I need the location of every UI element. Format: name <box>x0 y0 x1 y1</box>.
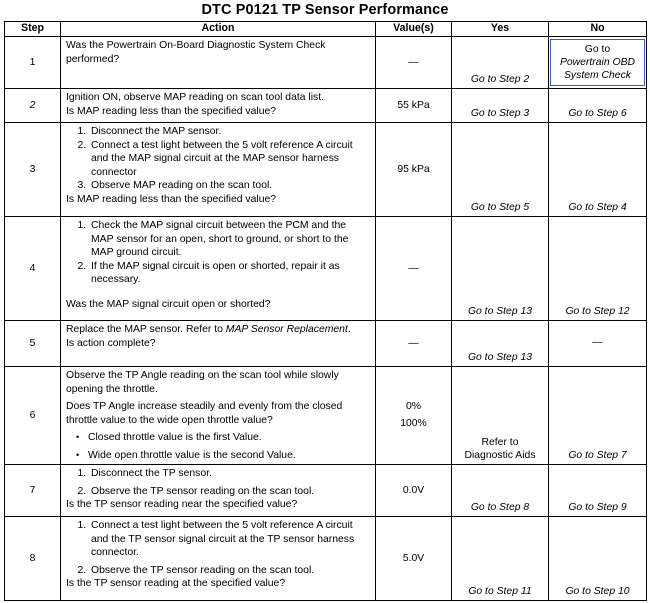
table-row <box>5 465 647 517</box>
table-row <box>5 321 647 367</box>
no-link[interactable]: Go to Step 10 <box>549 517 647 601</box>
header-yes: Yes <box>452 22 549 37</box>
step-value <box>376 123 452 217</box>
table-row <box>5 89 647 123</box>
header-values: Value(s) <box>376 22 452 37</box>
header-step: Step <box>5 22 61 37</box>
no-text-line2: Powertrain OBD <box>559 57 636 68</box>
yes-link[interactable]: Go to Step 8 <box>452 465 549 517</box>
value-text: — <box>408 262 419 274</box>
value-text: 0.0V <box>402 484 425 496</box>
action-question: Was the MAP signal circuit open or shorted? <box>66 298 271 310</box>
value-text: — <box>408 337 419 349</box>
no-link[interactable]: Go to Step 7 <box>549 367 647 465</box>
value-text: 100% <box>400 418 427 429</box>
diagnostic-table <box>4 21 647 601</box>
map-sensor-replacement-link[interactable]: MAP Sensor Replacement <box>225 324 348 335</box>
table-row <box>5 217 647 321</box>
no-link[interactable]: Go to Step 6 <box>549 89 647 123</box>
step-action <box>61 517 376 601</box>
step-action <box>61 465 376 517</box>
no-link[interactable]: Go to Step 9 <box>549 465 647 517</box>
step-action <box>61 367 376 465</box>
value-text: 95 kPa <box>397 163 430 175</box>
step-value <box>376 465 452 517</box>
action-text: Observe the TP Angle reading on the scan tool while slowly opening the throttle. <box>66 370 339 395</box>
header-no: No <box>549 22 647 37</box>
table-row <box>5 517 647 601</box>
list-item: 2. If the MAP signal circuit is open or shorted, repair it as necessary. <box>89 260 371 287</box>
list-item: 1. Disconnect the MAP sensor. <box>89 125 371 139</box>
action-question: Is action complete? <box>66 337 156 349</box>
yes-link[interactable]: Go to Step 3 <box>452 89 549 123</box>
action-steps <box>66 467 371 498</box>
value-text: — <box>408 56 419 68</box>
header-action: Action <box>61 22 376 37</box>
list-item: 2. Observe the TP sensor reading on the scan tool. <box>89 564 371 578</box>
value-text: 55 kPa <box>397 99 430 111</box>
action-steps <box>66 519 371 577</box>
step-number: 3 <box>5 123 61 217</box>
action-question: Is MAP reading less than the specified value? <box>66 105 277 117</box>
yes-link[interactable]: Go to Step 11 <box>452 517 549 601</box>
page-title: DTC P0121 TP Sensor Performance <box>201 2 449 18</box>
step-number: 2 <box>5 89 61 123</box>
step-number: 1 <box>5 37 61 89</box>
list-item: • Closed throttle value is the first Value. <box>82 431 371 445</box>
step-number: 4 <box>5 217 61 321</box>
action-text <box>66 323 371 337</box>
step-number: 8 <box>5 517 61 601</box>
step-value <box>376 517 452 601</box>
list-item: 3. Observe MAP reading on the scan tool. <box>89 179 371 193</box>
diagnostic-aids-link[interactable] <box>452 367 549 465</box>
no-link[interactable]: Go to Step 4 <box>549 123 647 217</box>
action-bullets <box>66 431 371 462</box>
step-value <box>376 217 452 321</box>
no-text-line1: Go to <box>584 44 611 55</box>
step-action <box>61 37 376 89</box>
value-text: 0% <box>405 401 422 413</box>
action-text: Ignition ON, observe MAP reading on scan tool data list. <box>66 92 324 103</box>
step-number: 6 <box>5 367 61 465</box>
list-item: 2. Observe the TP sensor reading on the scan tool. <box>89 485 371 499</box>
table-row <box>5 367 647 465</box>
yes-link[interactable]: Go to Step 13 <box>452 217 549 321</box>
step-action <box>61 89 376 123</box>
step-number: 7 <box>5 465 61 517</box>
yes-link[interactable]: Go to Step 5 <box>452 123 549 217</box>
no-text-line3: System Check <box>564 70 631 81</box>
action-question: Is MAP reading less than the specified value? <box>66 193 277 205</box>
step-value <box>376 367 452 465</box>
yes-text-line2: Diagnostic Aids <box>464 450 536 462</box>
yes-link[interactable]: Go to Step 2 <box>452 37 549 89</box>
yes-text-line1: Refer to <box>481 436 519 448</box>
step-value <box>376 89 452 123</box>
list-item: • Wide open throttle value is the second Value. <box>82 449 371 463</box>
action-question: Is the TP sensor reading at the specified value? <box>66 578 286 590</box>
no-cell <box>549 37 647 89</box>
powertrain-obd-link[interactable] <box>550 39 645 86</box>
table-row <box>5 123 647 217</box>
no-value: — <box>549 321 647 367</box>
step-action <box>61 321 376 367</box>
action-text-post: . <box>347 324 351 335</box>
step-number: 5 <box>5 321 61 367</box>
list-item: 1. Disconnect the TP sensor. <box>89 467 371 481</box>
list-item: 2. Connect a test light between the 5 volt reference A circuit and the MAP signal circuit at the MAP sensor harness connector <box>89 139 371 180</box>
step-value <box>376 37 452 89</box>
step-action <box>61 123 376 217</box>
yes-link[interactable]: Go to Step 13 <box>452 321 549 367</box>
value-text: 5.0V <box>402 552 425 564</box>
action-question: Is the TP sensor reading near the specified value? <box>66 499 298 511</box>
list-item: 1. Connect a test light between the 5 volt reference A circuit and the TP sensor signal circuit at the TP sensor harness connector. <box>89 519 371 560</box>
action-steps <box>66 125 371 193</box>
list-item: 1. Check the MAP signal circuit between the PCM and the MAP sensor for an open, short to ground, or short to the MAP ground circuit. <box>89 219 371 260</box>
no-link[interactable]: Go to Step 12 <box>549 217 647 321</box>
table-row <box>5 37 647 89</box>
action-steps <box>66 219 371 287</box>
action-question: Does TP Angle increase steadily and evenly from the closed throttle value to the wide open throttle value? <box>66 401 343 426</box>
action-text: Was the Powertrain On-Board Diagnostic System Check performed? <box>66 40 326 65</box>
step-action <box>61 217 376 321</box>
step-value <box>376 321 452 367</box>
header-row <box>5 22 647 37</box>
action-text-pre: Replace the MAP sensor. Refer to <box>66 324 226 335</box>
